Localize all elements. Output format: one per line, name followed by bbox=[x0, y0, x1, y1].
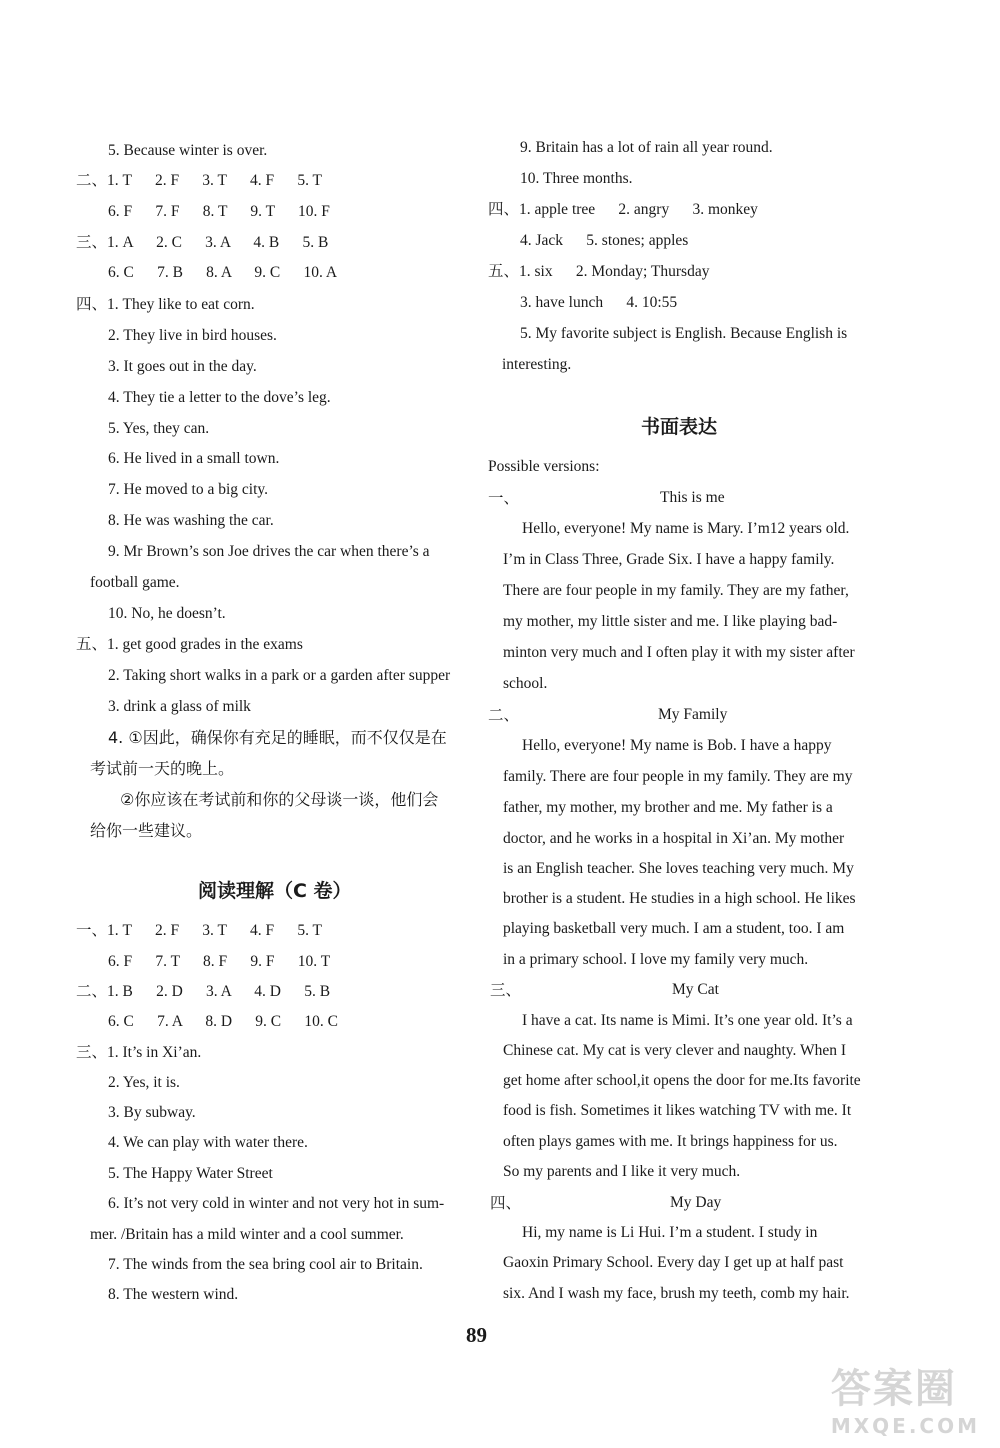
answer-line: 8. He was washing the car. bbox=[108, 512, 274, 529]
answer-line: 4. They tie a letter to the dove’s leg. bbox=[108, 389, 331, 406]
answer-line: 四、1. They like to eat corn. bbox=[76, 296, 255, 313]
essay-title: This is me bbox=[660, 489, 725, 506]
essay-line: I have a cat. Its name is Mimi. It’s one year old. It’s a bbox=[522, 1012, 853, 1029]
answer-line: 二、1. T 2. F 3. T 4. F 5. T bbox=[76, 172, 323, 189]
essay-line: often plays games with me. It brings happiness for us. bbox=[503, 1133, 838, 1150]
essay-number: 三、 bbox=[490, 981, 522, 999]
answer-line: 3. It goes out in the day. bbox=[108, 358, 257, 375]
answer-line: 4. ①因此，确保你有充足的睡眠，而不仅仅是在 bbox=[108, 728, 447, 747]
answer-line: 9. Mr Brown’s son Joe drives the car when there’s a bbox=[108, 543, 430, 560]
answer-line: 五、1. six 2. Monday; Thursday bbox=[488, 263, 710, 280]
essay-line: Hi, my name is Li Hui. I’m a student. I study in bbox=[522, 1224, 818, 1241]
answer-line: 4. Jack 5. stones; apples bbox=[520, 232, 689, 249]
essay-line: school. bbox=[503, 675, 548, 692]
answer-line: 2. Yes, it is. bbox=[108, 1074, 180, 1091]
possible-versions-label: Possible versions: bbox=[488, 458, 600, 475]
essay-line: six. And I wash my face, brush my teeth, comb my hair. bbox=[503, 1285, 850, 1302]
answer-line: 6. C 7. A 8. D 9. C 10. C bbox=[108, 1013, 338, 1030]
essay-number: 四、 bbox=[490, 1194, 522, 1212]
answer-line: 二、1. B 2. D 3. A 4. D 5. B bbox=[76, 983, 331, 1000]
essay-line: Chinese cat. My cat is very clever and naughty. When I bbox=[503, 1042, 847, 1059]
answer-line: 5. My favorite subject is English. Because English is bbox=[520, 325, 848, 342]
section-heading: 阅读理解（C 卷） bbox=[198, 880, 352, 902]
answer-line: 10. Three months. bbox=[520, 170, 633, 187]
essay-title: My Cat bbox=[672, 981, 719, 998]
essay-line: in a primary school. I love my family very much. bbox=[503, 951, 809, 968]
essay-number: 二、 bbox=[488, 706, 520, 724]
essay-line: Gaoxin Primary School. Every day I get up at half past bbox=[503, 1254, 844, 1271]
answer-line: 6. F 7. F 8. T 9. T 10. F bbox=[108, 203, 330, 220]
essay-line: food is fish. Sometimes it likes watching TV with me. It bbox=[503, 1102, 852, 1119]
answer-line: 7. The winds from the sea bring cool air to Britain. bbox=[108, 1256, 423, 1273]
essay-line: playing basketball very much. I am a student, too. I am bbox=[503, 920, 845, 937]
answer-line: football game. bbox=[90, 574, 180, 591]
answer-line: 考试前一天的晚上。 bbox=[90, 759, 235, 778]
answer-line: 7. He moved to a big city. bbox=[108, 481, 268, 498]
essay-line: is an English teacher. She loves teaching very much. My bbox=[503, 860, 854, 877]
answer-line: 三、1. It’s in Xi’an. bbox=[76, 1044, 202, 1061]
answer-line: 四、1. apple tree 2. angry 3. monkey bbox=[488, 201, 758, 218]
essay-line: So my parents and I like it very much. bbox=[503, 1163, 741, 1180]
answer-line: 三、1. A 2. C 3. A 4. B 5. B bbox=[76, 234, 329, 251]
answer-line: 3. drink a glass of milk bbox=[108, 698, 251, 715]
answer-line: 5. The Happy Water Street bbox=[108, 1165, 273, 1182]
essay-line: Hello, everyone! My name is Bob. I have a happy bbox=[522, 737, 832, 754]
essay-number: 一、 bbox=[488, 489, 520, 507]
essay-line: my mother, my little sister and me. I like playing bad- bbox=[503, 613, 838, 630]
essay-line: get home after school,it opens the door for me.Its favorite bbox=[503, 1072, 861, 1089]
answer-line: 6. He lived in a small town. bbox=[108, 450, 280, 467]
answer-line: 9. Britain has a lot of rain all year round. bbox=[520, 139, 773, 156]
watermark-top: 答案圈 bbox=[830, 1366, 957, 1412]
essay-line: There are four people in my family. They are my father, bbox=[503, 582, 849, 599]
essay-line: I’m in Class Three, Grade Six. I have a happy family. bbox=[503, 551, 835, 568]
watermark-bottom: MXQE.COM bbox=[830, 1414, 980, 1438]
answer-line: 6. C 7. B 8. A 9. C 10. A bbox=[108, 264, 338, 281]
answer-line: 6. It’s not very cold in winter and not very hot in sum- bbox=[108, 1195, 445, 1212]
essay-line: Hello, everyone! My name is Mary. I’m12 years old. bbox=[522, 520, 850, 537]
answer-line: 五、1. get good grades in the exams bbox=[76, 636, 303, 653]
essay-line: brother is a student. He studies in a high school. He likes bbox=[503, 890, 856, 907]
answer-line: interesting. bbox=[502, 356, 572, 373]
essay-title: My Day bbox=[670, 1194, 722, 1211]
answer-line: 2. Taking short walks in a park or a garden after supper bbox=[108, 667, 451, 684]
essay-title: My Family bbox=[658, 706, 728, 723]
answer-line: ②你应该在考试前和你的父母谈一谈，他们会 bbox=[120, 790, 439, 809]
essay-line: family. There are four people in my family. They are my bbox=[503, 768, 853, 785]
answer-line: 3. have lunch 4. 10:55 bbox=[520, 294, 678, 311]
answer-line: 给你一些建议。 bbox=[90, 821, 203, 840]
answer-line: 一、1. T 2. F 3. T 4. F 5. T bbox=[76, 922, 323, 939]
answer-line: 5. Yes, they can. bbox=[108, 420, 210, 437]
page-number: 89 bbox=[466, 1323, 487, 1347]
section-heading: 书面表达 bbox=[641, 416, 718, 438]
answer-line: 8. The western wind. bbox=[108, 1286, 239, 1303]
answer-line: 3. By subway. bbox=[108, 1104, 196, 1121]
answer-line: 5. Because winter is over. bbox=[108, 142, 268, 159]
answer-line: 10. No, he doesn’t. bbox=[108, 605, 226, 622]
answer-line: mer. /Britain has a mild winter and a cool summer. bbox=[90, 1226, 404, 1243]
essay-line: minton very much and I often play it with my sister after bbox=[503, 644, 855, 661]
answer-line: 6. F 7. T 8. F 9. F 10. T bbox=[108, 953, 331, 970]
answer-line: 2. They live in bird houses. bbox=[108, 327, 277, 344]
answer-line: 4. We can play with water there. bbox=[108, 1134, 308, 1151]
essay-line: doctor, and he works in a hospital in Xi’an. My mother bbox=[503, 830, 845, 847]
watermark-logo bbox=[831, 1357, 980, 1438]
essay-line: father, my mother, my brother and me. My father is a bbox=[503, 799, 833, 816]
